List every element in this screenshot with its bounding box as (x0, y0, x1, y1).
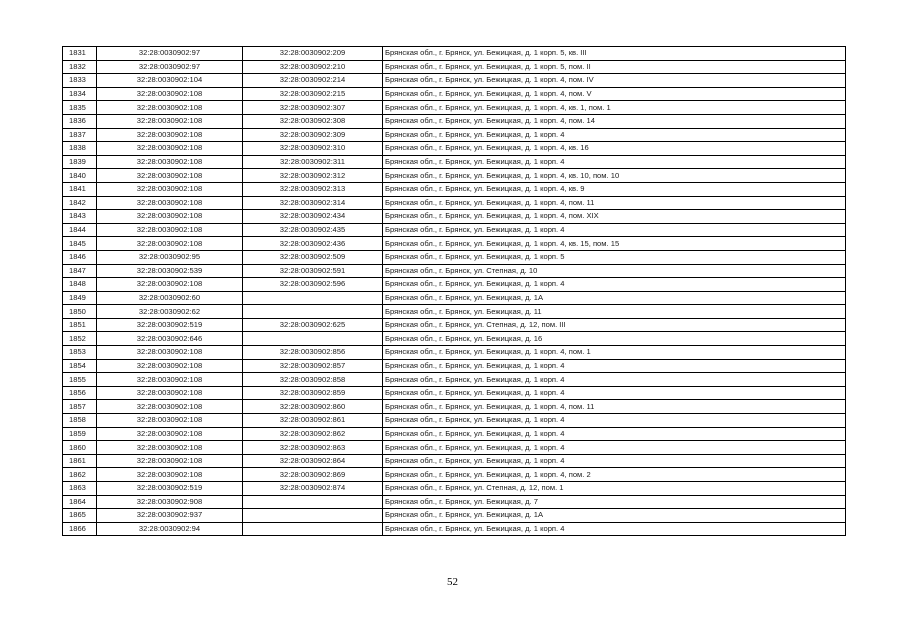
parent-cadastral-number: 32:28:0030902:108 (97, 210, 243, 224)
row-number: 1852 (63, 332, 97, 346)
address: Брянская обл., г. Брянск, ул. Бежицкая, д. 7 (383, 495, 846, 509)
parent-cadastral-number: 32:28:0030902:646 (97, 332, 243, 346)
row-number: 1850 (63, 305, 97, 319)
address: Брянская обл., г. Брянск, ул. Степная, д. 10 (383, 264, 846, 278)
row-number: 1864 (63, 495, 97, 509)
table-row (63, 264, 846, 278)
row-number: 1831 (63, 47, 97, 61)
parent-cadastral-number: 32:28:0030902:108 (97, 278, 243, 292)
table-row (63, 74, 846, 88)
table-row (63, 142, 846, 156)
row-number: 1835 (63, 101, 97, 115)
parent-cadastral-number: 32:28:0030902:108 (97, 223, 243, 237)
table-row (63, 346, 846, 360)
table-row (63, 509, 846, 523)
cadastral-number: 32:28:0030902:434 (243, 210, 383, 224)
parent-cadastral-number: 32:28:0030902:108 (97, 155, 243, 169)
row-number: 1837 (63, 128, 97, 142)
cadastral-number: 32:28:0030902:857 (243, 359, 383, 373)
table-row (63, 441, 846, 455)
cadastral-number: 32:28:0030902:436 (243, 237, 383, 251)
cadastral-number: 32:28:0030902:596 (243, 278, 383, 292)
page-number: 52 (447, 576, 458, 588)
row-number: 1849 (63, 291, 97, 305)
parent-cadastral-number: 32:28:0030902:108 (97, 386, 243, 400)
cadastral-number: 32:28:0030902:314 (243, 196, 383, 210)
parent-cadastral-number: 32:28:0030902:108 (97, 101, 243, 115)
address: Брянская обл., г. Брянск, ул. Бежицкая, д. 1 корп. 4 (383, 414, 846, 428)
row-number: 1856 (63, 386, 97, 400)
row-number: 1865 (63, 509, 97, 523)
parent-cadastral-number: 32:28:0030902:519 (97, 318, 243, 332)
cadastral-table (62, 46, 846, 536)
table-row (63, 155, 846, 169)
cadastral-number: 32:28:0030902:858 (243, 373, 383, 387)
row-number: 1839 (63, 155, 97, 169)
parent-cadastral-number: 32:28:0030902:104 (97, 74, 243, 88)
row-number: 1859 (63, 427, 97, 441)
row-number: 1857 (63, 400, 97, 414)
table-row (63, 468, 846, 482)
row-number: 1866 (63, 522, 97, 536)
address: Брянская обл., г. Брянск, ул. Бежицкая, д. 1 корп. 4, пом. V (383, 87, 846, 101)
cadastral-number (243, 332, 383, 346)
row-number: 1863 (63, 482, 97, 496)
address: Брянская обл., г. Брянск, ул. Бежицкая, д. 1 корп. 4 (383, 373, 846, 387)
table-row (63, 522, 846, 536)
row-number: 1858 (63, 414, 97, 428)
parent-cadastral-number: 32:28:0030902:94 (97, 522, 243, 536)
address: Брянская обл., г. Брянск, ул. Бежицкая, д. 1 корп. 4 (383, 454, 846, 468)
address: Брянская обл., г. Брянск, ул. Бежицкая, д. 1 корп. 5, пом. II (383, 60, 846, 74)
cadastral-number: 32:28:0030902:308 (243, 114, 383, 128)
address: Брянская обл., г. Брянск, ул. Бежицкая, д. 1 корп. 4 (383, 128, 846, 142)
table-row (63, 210, 846, 224)
cadastral-number (243, 509, 383, 523)
table-row (63, 305, 846, 319)
cadastral-number: 32:28:0030902:625 (243, 318, 383, 332)
row-number: 1860 (63, 441, 97, 455)
parent-cadastral-number: 32:28:0030902:108 (97, 400, 243, 414)
parent-cadastral-number: 32:28:0030902:97 (97, 47, 243, 61)
table-row (63, 427, 846, 441)
address: Брянская обл., г. Брянск, ул. Бежицкая, д. 1А (383, 509, 846, 523)
parent-cadastral-number: 32:28:0030902:539 (97, 264, 243, 278)
table-row (63, 223, 846, 237)
address: Брянская обл., г. Брянск, ул. Бежицкая, д. 1 корп. 4, пом. 11 (383, 400, 846, 414)
address: Брянская обл., г. Брянск, ул. Бежицкая, д. 1 корп. 4, кв. 10, пом. 10 (383, 169, 846, 183)
parent-cadastral-number: 32:28:0030902:108 (97, 359, 243, 373)
parent-cadastral-number: 32:28:0030902:95 (97, 250, 243, 264)
cadastral-number (243, 291, 383, 305)
row-number: 1845 (63, 237, 97, 251)
table-row (63, 482, 846, 496)
cadastral-number: 32:28:0030902:860 (243, 400, 383, 414)
address: Брянская обл., г. Брянск, ул. Бежицкая, д. 11 (383, 305, 846, 319)
cadastral-number: 32:28:0030902:309 (243, 128, 383, 142)
parent-cadastral-number: 32:28:0030902:519 (97, 482, 243, 496)
table-row (63, 169, 846, 183)
row-number: 1833 (63, 74, 97, 88)
address: Брянская обл., г. Брянск, ул. Бежицкая, д. 1 корп. 4 (383, 278, 846, 292)
cadastral-number: 32:28:0030902:863 (243, 441, 383, 455)
cadastral-number: 32:28:0030902:856 (243, 346, 383, 360)
address: Брянская обл., г. Брянск, ул. Бежицкая, д. 1 корп. 4 (383, 441, 846, 455)
parent-cadastral-number: 32:28:0030902:108 (97, 373, 243, 387)
row-number: 1838 (63, 142, 97, 156)
cadastral-number: 32:28:0030902:215 (243, 87, 383, 101)
cadastral-number: 32:28:0030902:312 (243, 169, 383, 183)
parent-cadastral-number: 32:28:0030902:108 (97, 441, 243, 455)
address: Брянская обл., г. Брянск, ул. Бежицкая, д. 1 корп. 4, пом. 2 (383, 468, 846, 482)
cadastral-number (243, 305, 383, 319)
address: Брянская обл., г. Брянск, ул. Бежицкая, д. 1 корп. 4, кв. 9 (383, 182, 846, 196)
row-number: 1841 (63, 182, 97, 196)
cadastral-number: 32:28:0030902:310 (243, 142, 383, 156)
table-row (63, 386, 846, 400)
parent-cadastral-number: 32:28:0030902:908 (97, 495, 243, 509)
row-number: 1855 (63, 373, 97, 387)
address: Брянская обл., г. Брянск, ул. Бежицкая, д. 1 корп. 4, кв. 16 (383, 142, 846, 156)
table-row (63, 332, 846, 346)
cadastral-number (243, 495, 383, 509)
table-row (63, 87, 846, 101)
parent-cadastral-number: 32:28:0030902:62 (97, 305, 243, 319)
table-row (63, 60, 846, 74)
address: Брянская обл., г. Брянск, ул. Бежицкая, д. 1 корп. 4 (383, 386, 846, 400)
parent-cadastral-number: 32:28:0030902:97 (97, 60, 243, 74)
parent-cadastral-number: 32:28:0030902:108 (97, 237, 243, 251)
table-body (63, 47, 846, 536)
cadastral-number: 32:28:0030902:869 (243, 468, 383, 482)
table-row (63, 359, 846, 373)
table-row (63, 454, 846, 468)
row-number: 1846 (63, 250, 97, 264)
cadastral-number: 32:28:0030902:435 (243, 223, 383, 237)
address: Брянская обл., г. Брянск, ул. Бежицкая, д. 1 корп. 4, пом. 11 (383, 196, 846, 210)
table-row (63, 414, 846, 428)
row-number: 1854 (63, 359, 97, 373)
parent-cadastral-number: 32:28:0030902:937 (97, 509, 243, 523)
row-number: 1853 (63, 346, 97, 360)
table-row (63, 47, 846, 61)
table-row (63, 318, 846, 332)
address: Брянская обл., г. Брянск, ул. Бежицкая, д. 1 корп. 4, пом. 1 (383, 346, 846, 360)
address: Брянская обл., г. Брянск, ул. Бежицкая, д. 1 корп. 4 (383, 522, 846, 536)
row-number: 1834 (63, 87, 97, 101)
row-number: 1840 (63, 169, 97, 183)
table-row (63, 400, 846, 414)
parent-cadastral-number: 32:28:0030902:108 (97, 128, 243, 142)
cadastral-number: 32:28:0030902:864 (243, 454, 383, 468)
address: Брянская обл., г. Брянск, ул. Бежицкая, д. 1 корп. 4, кв. 1, пом. 1 (383, 101, 846, 115)
address: Брянская обл., г. Брянск, ул. Бежицкая, д. 1 корп. 4, пом. IV (383, 74, 846, 88)
cadastral-number: 32:28:0030902:210 (243, 60, 383, 74)
cadastral-number: 32:28:0030902:861 (243, 414, 383, 428)
address: Брянская обл., г. Брянск, ул. Бежицкая, д. 1 корп. 4 (383, 427, 846, 441)
row-number: 1836 (63, 114, 97, 128)
parent-cadastral-number: 32:28:0030902:108 (97, 196, 243, 210)
cadastral-number: 32:28:0030902:209 (243, 47, 383, 61)
cadastral-number: 32:28:0030902:874 (243, 482, 383, 496)
cadastral-number: 32:28:0030902:509 (243, 250, 383, 264)
row-number: 1861 (63, 454, 97, 468)
table-row (63, 128, 846, 142)
table-row (63, 291, 846, 305)
parent-cadastral-number: 32:28:0030902:108 (97, 427, 243, 441)
address: Брянская обл., г. Брянск, ул. Степная, д. 12, пом. III (383, 318, 846, 332)
row-number: 1848 (63, 278, 97, 292)
cadastral-number: 32:28:0030902:307 (243, 101, 383, 115)
address: Брянская обл., г. Брянск, ул. Бежицкая, д. 1А (383, 291, 846, 305)
row-number: 1851 (63, 318, 97, 332)
table-row (63, 196, 846, 210)
table-row (63, 495, 846, 509)
row-number: 1844 (63, 223, 97, 237)
table-row (63, 373, 846, 387)
parent-cadastral-number: 32:28:0030902:108 (97, 142, 243, 156)
row-number: 1847 (63, 264, 97, 278)
row-number: 1862 (63, 468, 97, 482)
row-number: 1842 (63, 196, 97, 210)
cadastral-number (243, 522, 383, 536)
table-row (63, 101, 846, 115)
table-row (63, 278, 846, 292)
address: Брянская обл., г. Брянск, ул. Бежицкая, д. 1 корп. 5, кв. III (383, 47, 846, 61)
parent-cadastral-number: 32:28:0030902:108 (97, 468, 243, 482)
table-row (63, 182, 846, 196)
address: Брянская обл., г. Брянск, ул. Бежицкая, д. 1 корп. 4, пом. XIX (383, 210, 846, 224)
parent-cadastral-number: 32:28:0030902:108 (97, 346, 243, 360)
address: Брянская обл., г. Брянск, ул. Бежицкая, д. 1 корп. 4 (383, 223, 846, 237)
table-row (63, 237, 846, 251)
row-number: 1832 (63, 60, 97, 74)
address: Брянская обл., г. Брянск, ул. Степная, д. 12, пом. 1 (383, 482, 846, 496)
address: Брянская обл., г. Брянск, ул. Бежицкая, д. 16 (383, 332, 846, 346)
cadastral-number: 32:28:0030902:311 (243, 155, 383, 169)
cadastral-number: 32:28:0030902:214 (243, 74, 383, 88)
parent-cadastral-number: 32:28:0030902:108 (97, 87, 243, 101)
address: Брянская обл., г. Брянск, ул. Бежицкая, д. 1 корп. 4 (383, 359, 846, 373)
address: Брянская обл., г. Брянск, ул. Бежицкая, д. 1 корп. 4, кв. 15, пом. 15 (383, 237, 846, 251)
parent-cadastral-number: 32:28:0030902:60 (97, 291, 243, 305)
parent-cadastral-number: 32:28:0030902:108 (97, 169, 243, 183)
table-row (63, 114, 846, 128)
parent-cadastral-number: 32:28:0030902:108 (97, 454, 243, 468)
cadastral-number: 32:28:0030902:313 (243, 182, 383, 196)
table-row (63, 250, 846, 264)
address: Брянская обл., г. Брянск, ул. Бежицкая, д. 1 корп. 4 (383, 155, 846, 169)
cadastral-number: 32:28:0030902:862 (243, 427, 383, 441)
cadastral-number: 32:28:0030902:591 (243, 264, 383, 278)
parent-cadastral-number: 32:28:0030902:108 (97, 182, 243, 196)
row-number: 1843 (63, 210, 97, 224)
address: Брянская обл., г. Брянск, ул. Бежицкая, д. 1 корп. 4, пом. 14 (383, 114, 846, 128)
address: Брянская обл., г. Брянск, ул. Бежицкая, д. 1 корп. 5 (383, 250, 846, 264)
parent-cadastral-number: 32:28:0030902:108 (97, 414, 243, 428)
cadastral-number: 32:28:0030902:859 (243, 386, 383, 400)
parent-cadastral-number: 32:28:0030902:108 (97, 114, 243, 128)
